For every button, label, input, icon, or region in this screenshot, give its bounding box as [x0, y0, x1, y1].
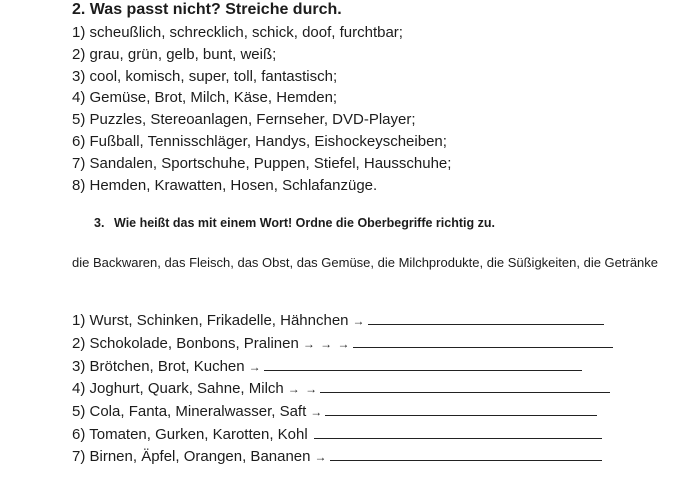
exercise-2-item: 6) Fußball, Tennisschläger, Handys, Eishockeyscheiben; — [72, 132, 447, 150]
arrow-icon: → — [314, 449, 328, 464]
item-text: 4) Joghurt, Quark, Sahne, Milch — [72, 380, 284, 398]
answer-blank[interactable] — [320, 378, 610, 393]
exercise-2-item: 4) Gemüse, Brot, Milch, Käse, Hemden; — [72, 89, 338, 107]
exercise-3-item — [72, 310, 613, 333]
item-text: 3) Brötchen, Brot, Kuchen — [72, 357, 245, 375]
answer-blank[interactable] — [314, 424, 602, 439]
exercise-2-item: 5) Puzzles, Stereoanlagen, Fernseher, DVD-Player; — [72, 111, 416, 129]
exercise-3-item — [72, 424, 613, 446]
answer-blank[interactable] — [264, 356, 582, 371]
exercise-2-list — [72, 22, 451, 196]
exercise-3-title-text: Wie heißt das mit einem Wort! Ordne die Oberbegriffe richtig zu. — [114, 216, 495, 230]
arrow-icon: → → — [287, 382, 319, 397]
exercise-2-item: 1) scheußlich, schrecklich, schick, doof, furchtbar; — [72, 24, 403, 41]
item-text: 5) Cola, Fanta, Mineralwasser, Saft — [72, 403, 307, 421]
word-bank: die Backwaren, das Fleisch, das Obst, das Gemüse, die Milchprodukte, die Süßigkeiten, die Getränke — [72, 255, 659, 270]
arrow-icon: → — [352, 314, 366, 328]
exercise-2-title: 2. Was passt nicht? Streiche durch. — [72, 1, 342, 18]
arrow-icon: → → → — [302, 336, 351, 351]
exercise-2-item: 2) grau, grün, gelb, bunt, weiß; — [72, 45, 277, 63]
exercise-3-number: 3. — [94, 216, 105, 230]
exercise-2-item: 3) cool, komisch, super, toll, fantastisch; — [72, 67, 338, 85]
exercise-3-item — [72, 401, 613, 424]
item-text: 1) Wurst, Schinken, Frikadelle, Hähnchen — [72, 312, 349, 329]
exercise-2-item: 8) Hemden, Krawatten, Hosen, Schlafanzüge. — [72, 176, 378, 194]
exercise-3-item — [72, 333, 613, 356]
exercise-3-item — [72, 356, 613, 379]
answer-blank[interactable] — [353, 333, 613, 348]
answer-blank[interactable] — [325, 401, 597, 416]
answer-blank[interactable] — [330, 446, 602, 461]
item-text: 6) Tomaten, Gurken, Karotten, Kohl — [72, 425, 308, 443]
exercise-3-item — [72, 378, 613, 401]
item-text: 7) Birnen, Äpfel, Orangen, Bananen — [72, 447, 311, 465]
arrow-icon: → — [310, 405, 324, 420]
exercise-3-title — [94, 214, 495, 232]
exercise-2-item: 7) Sandalen, Sportschuhe, Puppen, Stiefel, Hausschuhe; — [72, 154, 452, 172]
exercise-3-list — [72, 310, 613, 469]
answer-blank[interactable] — [368, 310, 604, 325]
exercise-3-item — [72, 446, 613, 469]
arrow-icon: → — [248, 359, 262, 374]
item-text: 2) Schokolade, Bonbons, Pralinen — [72, 334, 299, 352]
